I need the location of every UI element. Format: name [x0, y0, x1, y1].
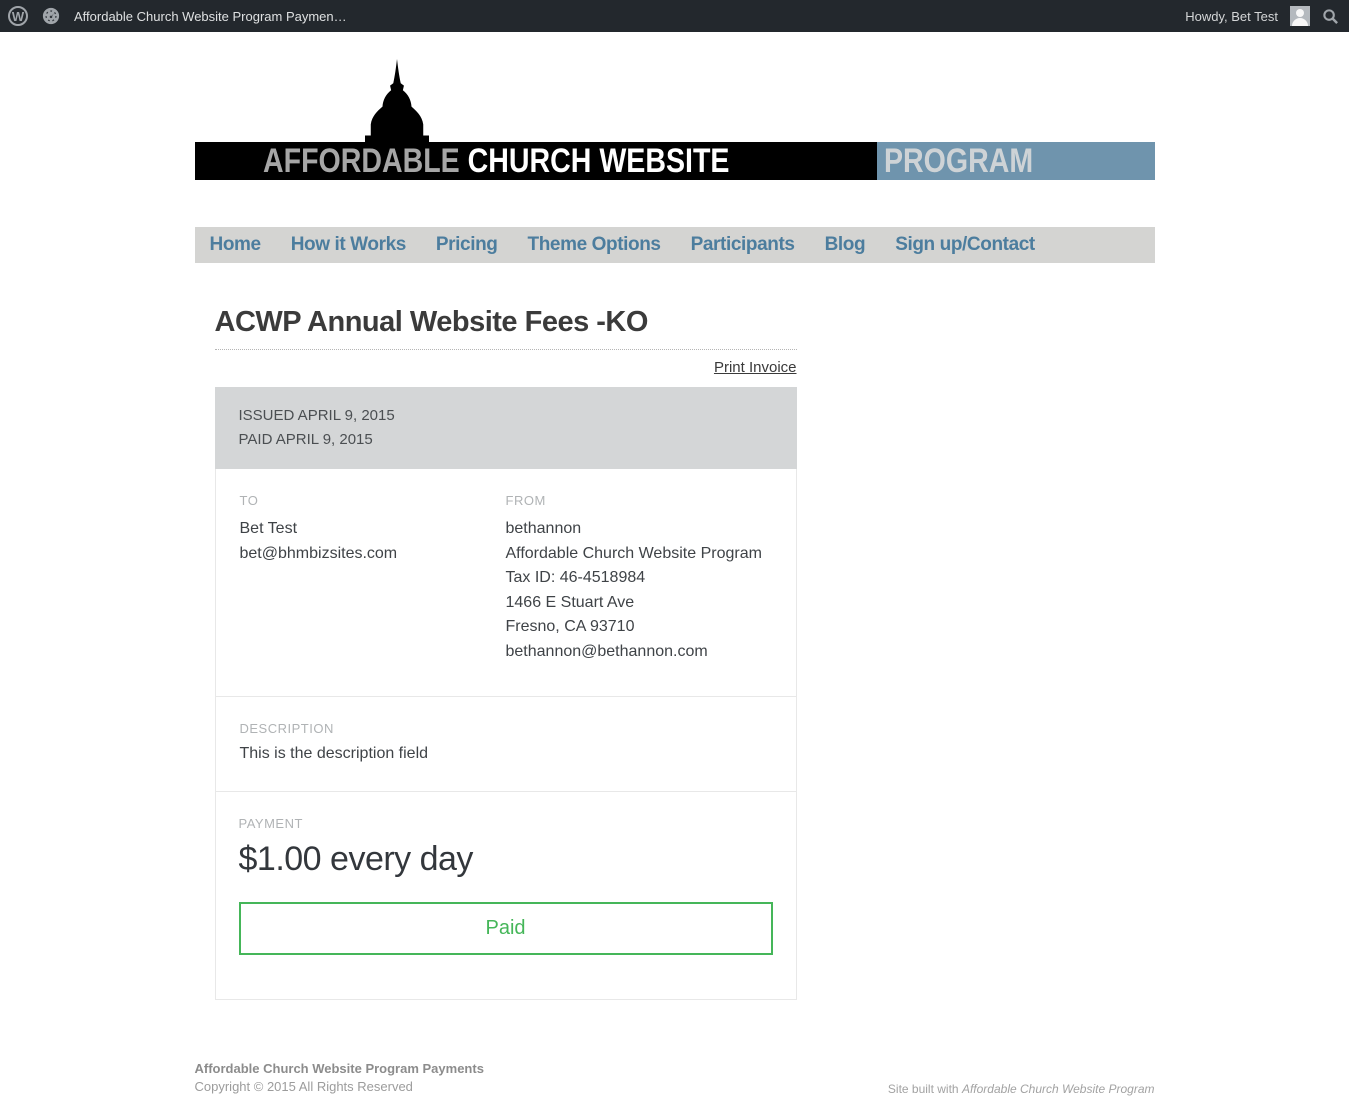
to-name: Bet Test: [239, 520, 298, 537]
paid-status-button[interactable]: Paid: [239, 902, 773, 955]
main-nav: [195, 227, 1155, 263]
footer-site-title: Affordable Church Website Program Payments: [194, 1061, 484, 1076]
payment-amount: $1.00 every day: [238, 840, 473, 878]
description-label: DESCRIPTION: [239, 721, 334, 736]
nav-item-how-it-works[interactable]: How it Works: [290, 234, 406, 255]
payment-label: PAYMENT: [238, 816, 303, 831]
invoice-description: [215, 696, 797, 792]
logo-blue-band: [877, 142, 1155, 180]
nav-item-blog[interactable]: Blog: [824, 234, 866, 255]
from-email: bethannon@bethannon.com: [505, 642, 708, 660]
print-invoice-link[interactable]: Print Invoice: [713, 359, 797, 376]
admin-bar-site-name[interactable]: Affordable Church Website Program Paymen…: [74, 8, 347, 24]
footer-credit: [888, 1082, 1155, 1096]
user-avatar[interactable]: [1290, 6, 1310, 26]
from-company: Affordable Church Website Program: [505, 544, 762, 562]
from-street: 1466 E Stuart Ave: [505, 593, 635, 611]
footer-credit-prefix: Site built with: [887, 1082, 962, 1096]
invoice-issued-date: ISSUED APRIL 9, 2015: [238, 407, 395, 424]
church-steeple-icon: [365, 59, 429, 143]
nav-item-participants[interactable]: Participants: [690, 234, 795, 255]
wp-admin-bar: [0, 0, 1349, 32]
nav-item-home[interactable]: Home: [209, 234, 261, 255]
from-name: bethannon: [505, 520, 582, 537]
site-footer: [195, 1060, 1155, 1111]
from-city: Fresno, CA 93710: [505, 618, 635, 635]
admin-bar-howdy[interactable]: Howdy, Bet Test: [1185, 8, 1278, 24]
from-tax-id: Tax ID: 46-4518984: [505, 569, 646, 586]
logo-text-main: AFFORDABLE CHURCH WEBSITE: [262, 142, 729, 180]
invoice-paid-date: PAID APRIL 9, 2015: [238, 431, 373, 448]
invoice-from-block: [506, 493, 772, 664]
to-email: bet@bhmbizsites.com: [239, 544, 398, 562]
dashboard-gauge-icon[interactable]: [42, 7, 60, 25]
nav-item-theme-options[interactable]: Theme Options: [527, 234, 661, 255]
invoice-payment: [215, 791, 797, 1000]
nav-item-pricing[interactable]: Pricing: [435, 234, 498, 255]
site-logo[interactable]: [195, 45, 1155, 180]
logo-black-band: [195, 142, 877, 180]
wordpress-logo-icon[interactable]: W: [8, 6, 28, 26]
to-label: TO: [239, 493, 259, 508]
from-label: FROM: [505, 493, 546, 508]
description-text: This is the description field: [239, 745, 429, 762]
nav-item-signup-contact[interactable]: Sign up/Contact: [895, 234, 1035, 255]
search-icon[interactable]: [1322, 8, 1339, 25]
footer-credit-name[interactable]: Affordable Church Website Program: [961, 1082, 1155, 1096]
logo-text-program: PROGRAM: [883, 142, 1033, 180]
footer-copyright: Copyright © 2015 All Rights Reserved: [194, 1079, 413, 1094]
invoice-to-block: [240, 493, 506, 664]
footer-left: [195, 1060, 484, 1096]
page-title: ACWP Annual Website Fees -KO: [215, 306, 797, 350]
invoice-page: [215, 306, 797, 1000]
invoice-addresses: [215, 469, 797, 697]
invoice-meta: [215, 387, 797, 469]
